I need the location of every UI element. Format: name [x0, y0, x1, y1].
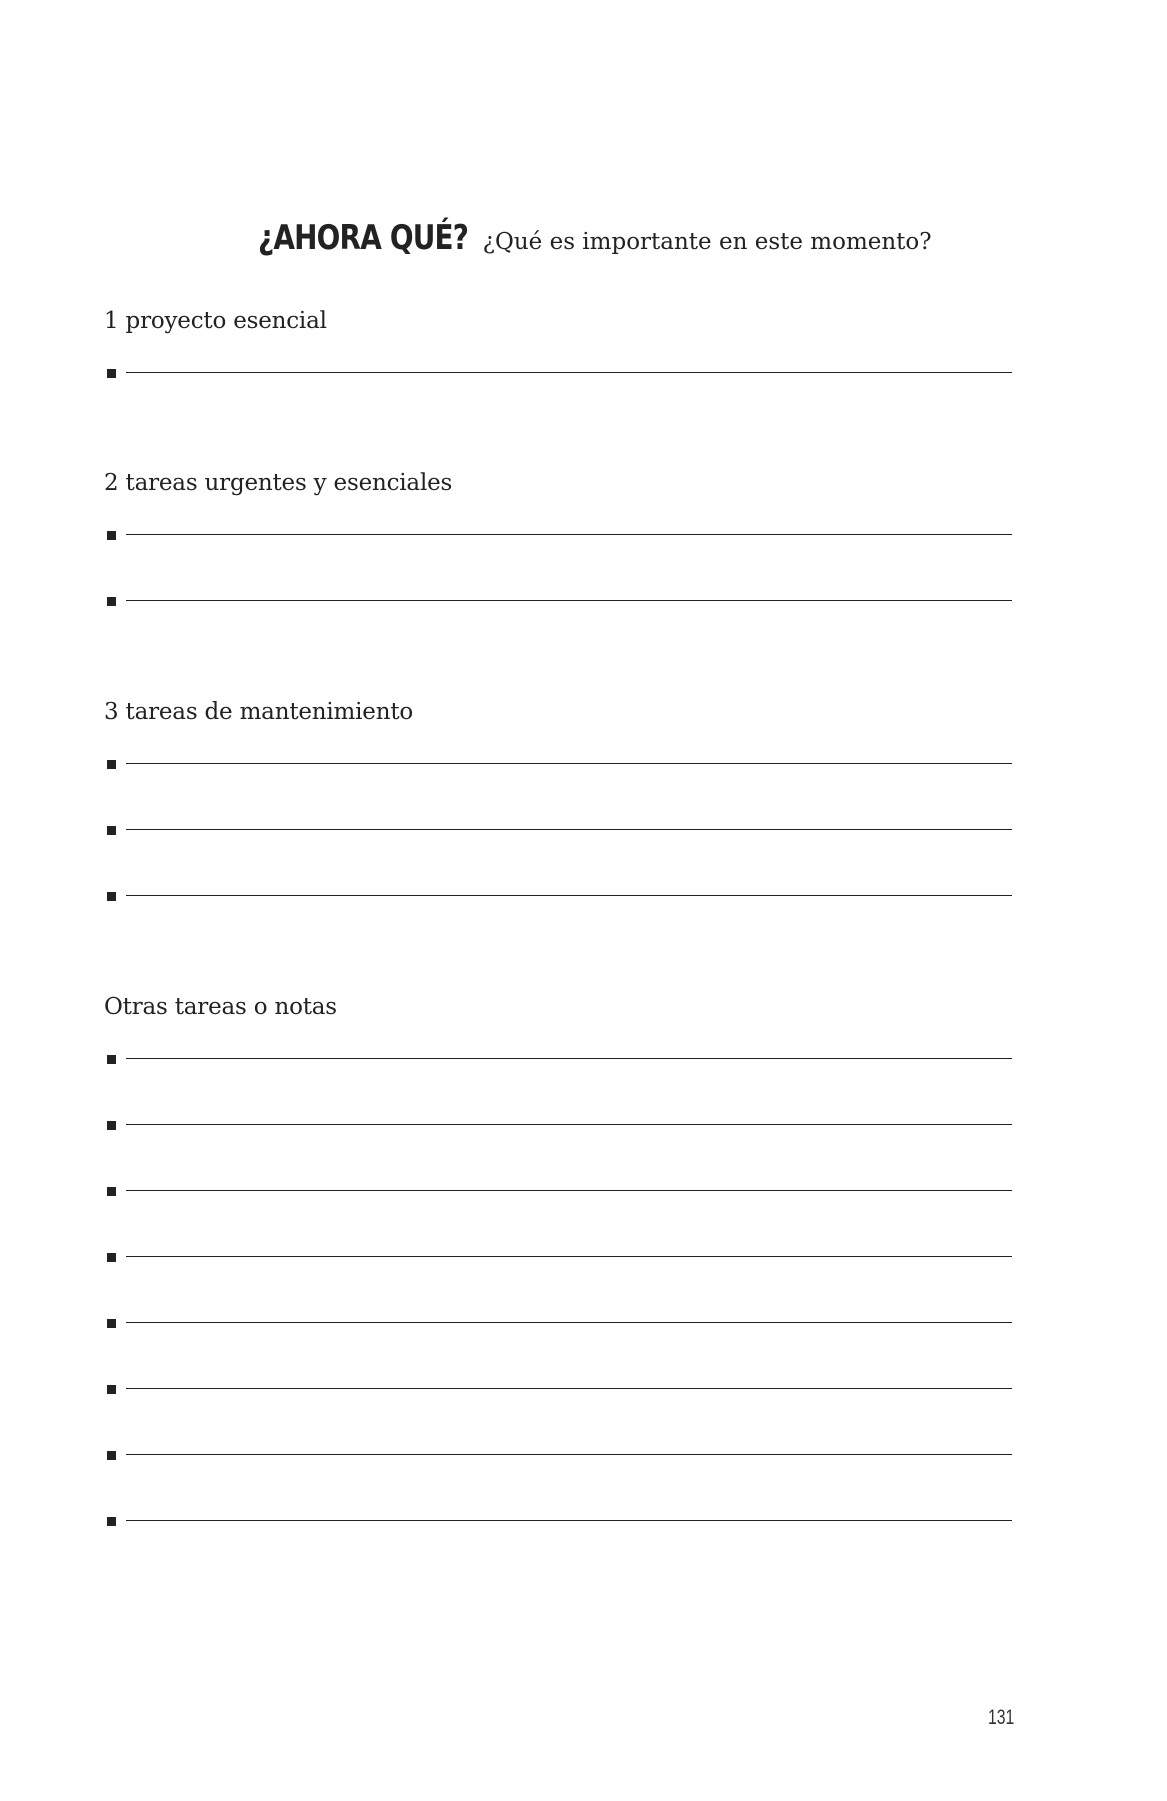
list-item[interactable] — [104, 600, 1012, 666]
list-item[interactable] — [104, 372, 1012, 438]
write-line — [126, 1520, 1012, 1521]
write-line — [126, 1256, 1012, 1257]
write-line — [126, 829, 1012, 830]
write-line — [126, 1322, 1012, 1323]
square-bullet-icon — [107, 369, 116, 378]
section-urgent-tasks — [104, 468, 1012, 666]
square-bullet-icon — [107, 1451, 116, 1460]
list-item[interactable] — [104, 1256, 1012, 1322]
list-item[interactable] — [104, 763, 1012, 829]
square-bullet-icon — [107, 1319, 116, 1328]
list-item[interactable] — [104, 1322, 1012, 1388]
list-item[interactable] — [104, 1058, 1012, 1124]
square-bullet-icon — [107, 1055, 116, 1064]
write-line — [126, 1124, 1012, 1125]
square-bullet-icon — [107, 531, 116, 540]
section-title: 1 proyecto esencial — [104, 308, 327, 334]
section-other-notes — [104, 992, 1012, 1586]
section-title: 3 tareas de mantenimiento — [104, 699, 414, 725]
list-item[interactable] — [104, 1454, 1012, 1520]
write-line — [126, 895, 1012, 896]
write-line — [126, 600, 1012, 601]
write-line — [126, 1388, 1012, 1389]
square-bullet-icon — [107, 1253, 116, 1262]
square-bullet-icon — [107, 1121, 116, 1130]
list-item[interactable] — [104, 534, 1012, 600]
list-item[interactable] — [104, 1190, 1012, 1256]
square-bullet-icon — [107, 597, 116, 606]
section-maintenance-tasks — [104, 697, 1012, 961]
square-bullet-icon — [107, 1385, 116, 1394]
write-line — [126, 372, 1012, 373]
square-bullet-icon — [107, 1187, 116, 1196]
heading-subtitle: ¿Qué es importante en este momento? — [482, 229, 932, 255]
section-title: 2 tareas urgentes y esenciales — [104, 470, 453, 496]
write-line — [126, 763, 1012, 764]
square-bullet-icon — [107, 892, 116, 901]
page-heading — [0, 218, 1167, 258]
list-item[interactable] — [104, 895, 1012, 961]
write-line — [126, 1454, 1012, 1455]
section-essential-project — [104, 306, 1012, 438]
write-line — [126, 1058, 1012, 1059]
square-bullet-icon — [107, 760, 116, 769]
write-line — [126, 534, 1012, 535]
list-item[interactable] — [104, 1520, 1012, 1586]
section-title: Otras tareas o notas — [104, 994, 337, 1020]
list-item[interactable] — [104, 1388, 1012, 1454]
write-line — [126, 1190, 1012, 1191]
list-item[interactable] — [104, 1124, 1012, 1190]
list-item[interactable] — [104, 829, 1012, 895]
square-bullet-icon — [107, 1517, 116, 1526]
heading-title: ¿AHORA QUÉ? — [258, 218, 469, 258]
page-number: 131 — [988, 1706, 1015, 1729]
square-bullet-icon — [107, 826, 116, 835]
